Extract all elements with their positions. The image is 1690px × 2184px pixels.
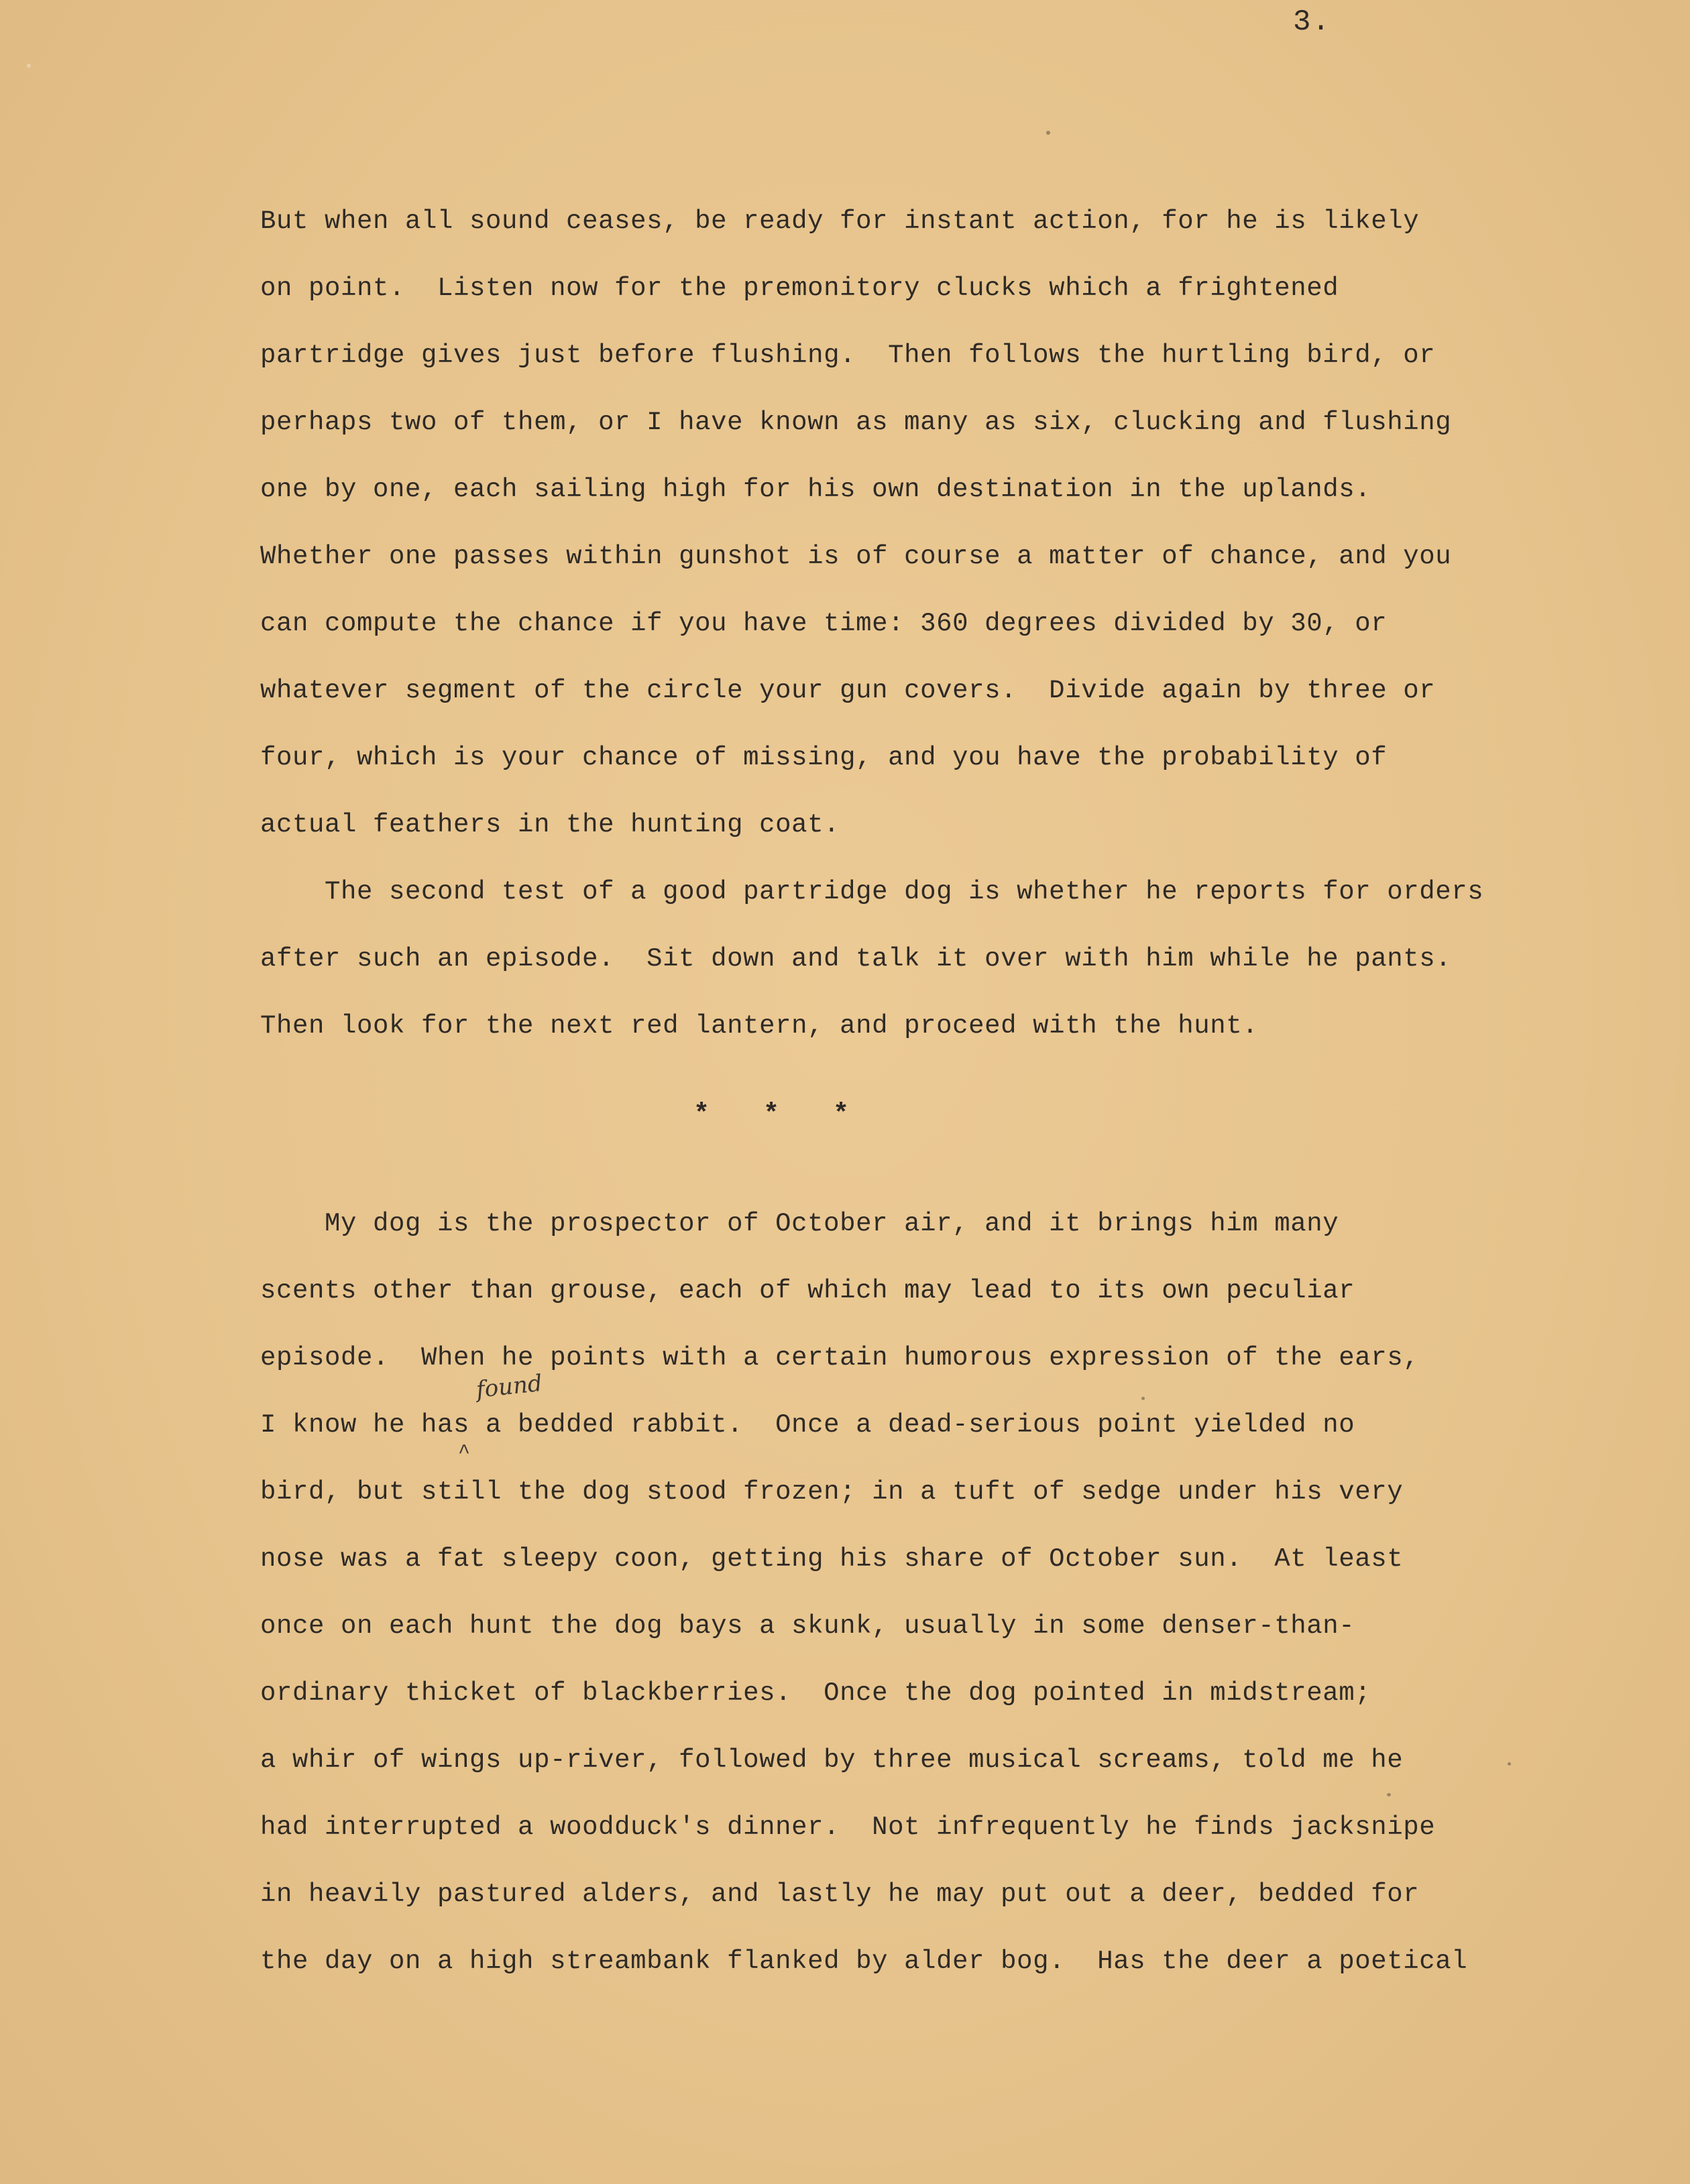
text-line: I know he has a bedded rabbit. Once a dead-serious point yielded no (260, 1410, 1355, 1440)
text-line: ordinary thicket of blackberries. Once the dog pointed in midstream; (260, 1678, 1371, 1708)
insertion-caret: ^ (458, 1442, 471, 1464)
paper-speck (1046, 131, 1050, 135)
text-line: a whir of wings up-river, followed by three musical screams, told me he (260, 1745, 1404, 1775)
paper-speck (1141, 1397, 1145, 1400)
text-line: can compute the chance if you have time: 360 degrees divided by 30, or (260, 609, 1388, 638)
page-number: 3. (1293, 5, 1331, 39)
text-line: the day on a high streambank flanked by alder bog. Has the deer a poetical (260, 1947, 1468, 1976)
text-line: Then look for the next red lantern, and proceed with the hunt. (260, 1011, 1259, 1041)
paper-speck (1387, 1793, 1391, 1796)
text-line: The second test of a good partridge dog is whether he reports for orders (260, 877, 1484, 907)
text-line: scents other than grouse, each of which may lead to its own peculiar (260, 1276, 1355, 1306)
text-line: episode. When he points with a certain humorous expression of the ears, (260, 1343, 1420, 1373)
text-line: in heavily pastured alders, and lastly he may put out a deer, bedded for (260, 1880, 1420, 1909)
text-line: bird, but still the dog stood frozen; in a tuft of sedge under his very (260, 1477, 1404, 1507)
text-line: Whether one passes within gunshot is of course a matter of chance, and you (260, 542, 1452, 571)
text-line: after such an episode. Sit down and talk it over with him while he pants. (260, 944, 1452, 974)
text-line: nose was a fat sleepy coon, getting his share of October sun. At least (260, 1544, 1404, 1574)
text-line: actual feathers in the hunting coat. (260, 810, 840, 840)
text-line: My dog is the prospector of October air, and it brings him many (260, 1209, 1339, 1239)
text-line: four, which is your chance of missing, and you have the probability of (260, 743, 1388, 772)
paper-speck (1508, 1762, 1511, 1766)
text-line: had interrupted a woodduck's dinner. Not infrequently he finds jacksnipe (260, 1813, 1436, 1842)
text-line: one by one, each sailing high for his own destination in the uplands. (260, 475, 1371, 504)
text-line: whatever segment of the circle your gun covers. Divide again by three or (260, 676, 1436, 705)
handwritten-insertion: found (475, 1369, 544, 1404)
paper-speck (27, 64, 31, 68)
text-line: on point. Listen now for the premonitory clucks which a frightened (260, 274, 1339, 303)
section-separator: * * * (693, 1100, 868, 1130)
text-line: But when all sound ceases, be ready for instant action, for he is likely (260, 207, 1420, 236)
text-line: partridge gives just before flushing. Then follows the hurtling bird, or (260, 341, 1436, 370)
text-line: once on each hunt the dog bays a skunk, usually in some denser-than- (260, 1611, 1355, 1641)
text-line: perhaps two of them, or I have known as many as six, clucking and flushing (260, 408, 1452, 437)
